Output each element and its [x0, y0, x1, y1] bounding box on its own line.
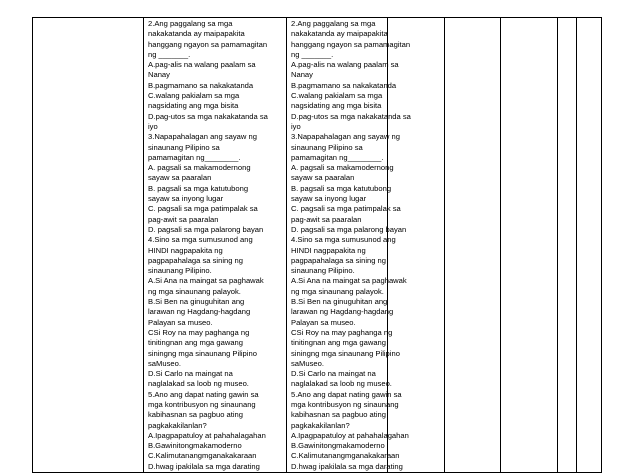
question-line: pamamagitan ng________. — [291, 152, 384, 162]
question-line: saMuseo. — [148, 358, 181, 368]
question-line: iyo — [291, 121, 301, 131]
question-line: naglalakad sa loob ng museo. — [148, 379, 249, 389]
question-line: 4.Sino sa mga sumusunod ang — [148, 235, 253, 245]
question-line: sinaunang Pilipino. — [291, 266, 355, 276]
question-line: 2.Ang paggalang sa mga — [148, 19, 233, 28]
question-line: sayaw sa paaralan — [148, 173, 212, 183]
question-line: pag-awit sa paaralan — [148, 214, 219, 224]
question-line: B. pagsali sa mga katutubong — [148, 183, 249, 193]
lesson-table — [32, 17, 602, 473]
question-line: kabihasnan sa pagbuo ating — [148, 410, 243, 420]
question-line: D. pagsali sa mga palarong bayan — [148, 224, 264, 234]
question-line: kabihasnan sa pagbuo ating — [291, 410, 386, 420]
question-line: A.Si Ana na maingat sa paghawak — [148, 276, 264, 286]
question-line: larawan ng Hagdang-hagdang — [291, 307, 394, 317]
question-line: B.Si Ben na ginuguhitan ang — [148, 297, 245, 307]
question-line: B.pagmamano sa nakakatanda — [291, 80, 397, 90]
question-line: 5.Ano ang dapat nating gawin sa — [291, 389, 402, 399]
question-line: B.pagmamano sa nakakatanda — [148, 80, 254, 90]
question-line: HINDI nagpapakita ng — [291, 245, 366, 255]
question-line: B.Gawinitongmakamoderno — [291, 441, 385, 451]
question-line: Palayan sa museo. — [291, 317, 356, 327]
question-line: saMuseo. — [291, 358, 324, 368]
question-line: A.Ipagpapatuloy at pahahalagahan — [148, 430, 266, 440]
table-cell-empty — [501, 18, 558, 473]
question-line: C. pagsali sa mga patimpalak sa — [291, 204, 401, 214]
question-line: iyo — [148, 121, 158, 131]
question-line: sinaunang Pilipino sa — [291, 142, 363, 152]
question-line: ng mga sinaunang palayok. — [148, 286, 241, 296]
question-line: nakakatanda ay maipapakita — [291, 29, 388, 39]
question-line: 4.Sino sa mga sumusunod ang — [291, 235, 396, 245]
question-line: naglalakad sa loob ng museo. — [291, 379, 392, 389]
question-line: 2.Ang paggalang sa mga — [291, 19, 376, 28]
question-line: B.Gawinitongmakamoderno — [148, 441, 242, 451]
question-line: sayaw sa paaralan — [291, 173, 355, 183]
table-cell-empty — [577, 18, 602, 473]
table-cell-empty — [33, 18, 144, 473]
question-line: siningng mga sinaunang Pilipino — [291, 348, 400, 358]
question-line: pagpapahalaga sa sining ng — [148, 255, 244, 265]
table-cell-empty — [558, 18, 577, 473]
table-row — [33, 18, 602, 473]
question-line: C.Kalimutanangmganakakaraan — [291, 451, 400, 461]
question-line: D.hwag ipakilala sa mga darating — [148, 461, 260, 471]
question-line: pagkakakilanlan? — [291, 420, 350, 430]
question-line: Nanay — [148, 70, 170, 80]
question-line: ng _______. — [148, 49, 191, 59]
table-cell-questions-1 — [144, 18, 287, 473]
question-line: A.pag-alis na walang paalam sa — [291, 60, 399, 70]
question-line: larawan ng Hagdang-hagdang — [148, 307, 251, 317]
question-line: sayaw sa inyong lugar — [291, 194, 367, 204]
question-line: tinitingnan ang mga gawang — [148, 338, 243, 348]
question-line: tinitingnan ang mga gawang — [291, 338, 386, 348]
question-line: mga kontribusyon ng sinaunang — [148, 399, 256, 409]
question-line: pamamagitan ng________. — [148, 152, 241, 162]
question-text-block — [144, 18, 286, 472]
question-line: sayaw sa inyong lugar — [148, 194, 224, 204]
question-line: A. pagsali sa makamodernong — [291, 163, 394, 173]
question-line: sinaunang Pilipino sa — [148, 142, 220, 152]
question-line: CSi Roy na may paghanga ng — [291, 327, 393, 337]
question-line: nagsidating ang mga bisita — [148, 101, 239, 111]
question-line: 3.Napapahalagan ang sayaw ng — [291, 132, 400, 142]
question-line: nagsidating ang mga bisita — [291, 101, 382, 111]
question-line: Nanay — [291, 70, 313, 80]
question-line: ng _______. — [291, 49, 334, 59]
question-line: A.pag-alis na walang paalam sa — [148, 60, 256, 70]
question-line: pagkakakilanlan? — [148, 420, 207, 430]
question-line: 3.Napapahalagan ang sayaw ng — [148, 132, 257, 142]
question-line: HINDI nagpapakita ng — [148, 245, 223, 255]
question-line: B. pagsali sa mga katutubong — [291, 183, 392, 193]
question-line: C.walang pakialam sa mga — [148, 91, 240, 101]
table-cell-questions-2 — [287, 18, 411, 473]
question-line: B.Si Ben na ginuguhitan ang — [291, 297, 388, 307]
question-line: C.Kalimutanangmganakakaraan — [148, 451, 257, 461]
question-line: hanggang ngayon sa pamamagitan — [291, 39, 411, 49]
question-line: A. pagsali sa makamodernong — [148, 163, 251, 173]
question-line: D.pag-utos sa mga nakakatanda sa — [291, 111, 411, 121]
question-line: A.Si Ana na maingat sa paghawak — [291, 276, 407, 286]
question-line: CSi Roy na may paghanga ng — [148, 327, 250, 337]
question-line: hanggang ngayon sa pamamagitan — [148, 39, 268, 49]
question-line: C.walang pakialam sa mga — [291, 91, 383, 101]
question-line: sinaunang Pilipino. — [148, 266, 212, 276]
question-line: D. pagsali sa mga palarong bayan — [291, 224, 407, 234]
question-line: D.Si Carlo na maingat na — [291, 369, 376, 379]
question-line: A.Ipagpapatuloy at pahahalagahan — [291, 430, 409, 440]
question-line: ng mga sinaunang palayok. — [291, 286, 384, 296]
question-line: C. pagsali sa mga patimpalak sa — [148, 204, 258, 214]
table-cell-empty — [445, 18, 501, 473]
question-line: pag-awit sa paaralan — [291, 214, 362, 224]
question-line: siningng mga sinaunang Pilipino — [148, 348, 257, 358]
question-line: Palayan sa museo. — [148, 317, 213, 327]
question-line: 5.Ano ang dapat nating gawin sa — [148, 389, 259, 399]
question-line: nakakatanda ay maipapakita — [148, 29, 245, 39]
question-line: mga kontribusyon ng sinaunang — [291, 399, 399, 409]
question-line: D.Si Carlo na maingat na — [148, 369, 233, 379]
question-line: D.hwag ipakilala sa mga darating — [291, 461, 403, 471]
question-text-block — [287, 18, 411, 472]
question-line: pagpapahalaga sa sining ng — [291, 255, 387, 265]
question-line: D.pag-utos sa mga nakakatanda sa — [148, 111, 268, 121]
